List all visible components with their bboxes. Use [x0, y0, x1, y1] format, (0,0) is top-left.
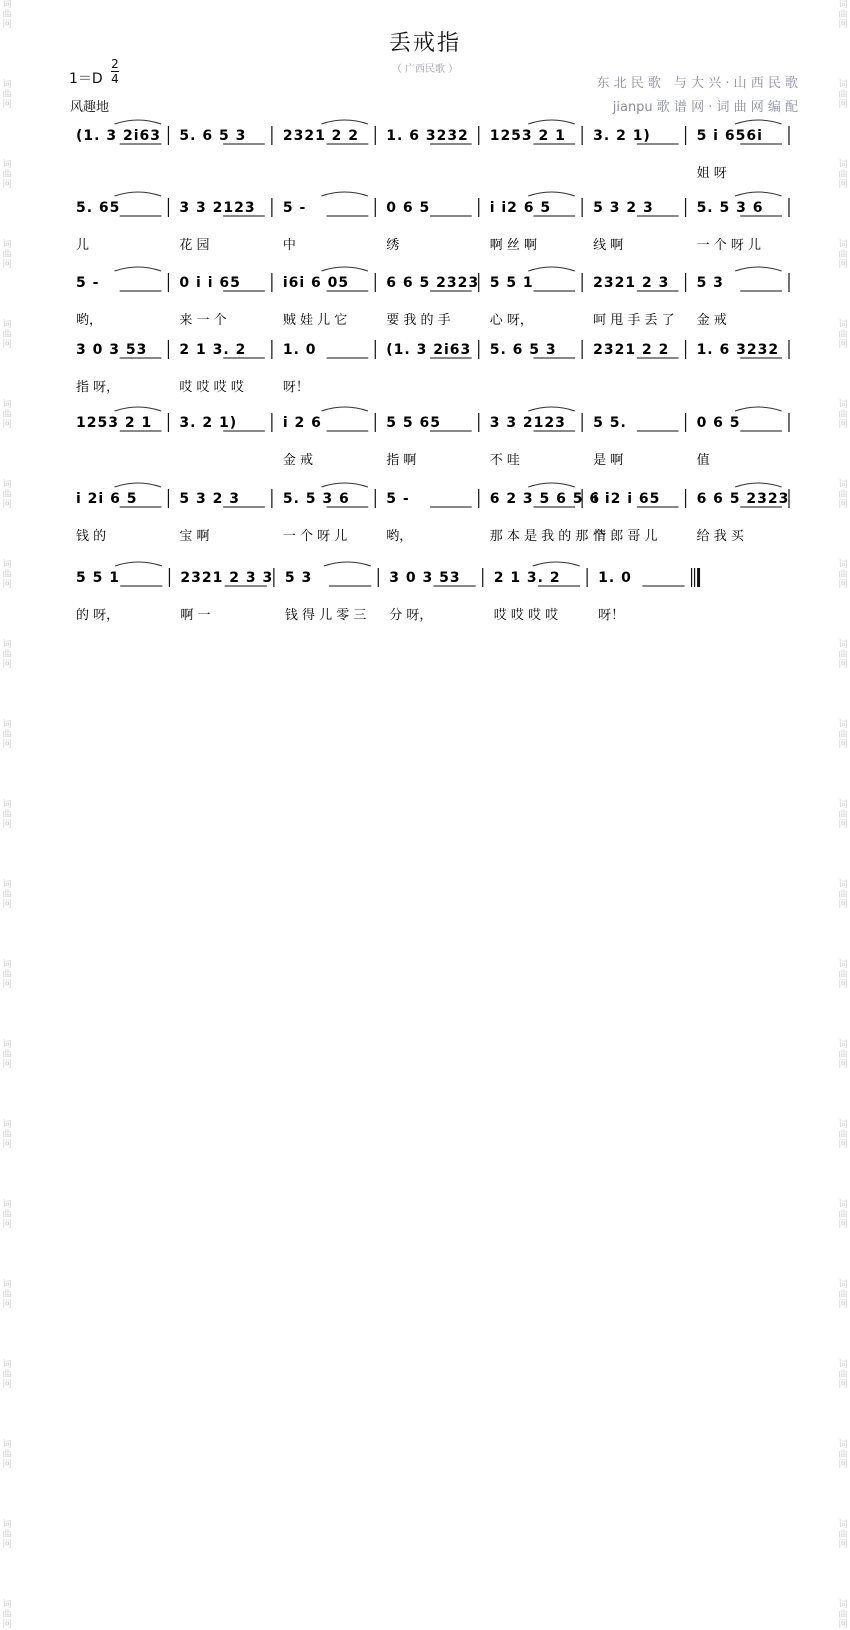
slur-mark [115, 483, 162, 487]
watermark-char: 网 [2, 580, 12, 590]
slur-mark [218, 267, 265, 271]
watermark-char: 词 [2, 400, 12, 410]
measure-notes: 1. 6 3232 [386, 128, 469, 144]
watermark-char: 词 [838, 1200, 848, 1210]
watermark-char: 词 [2, 1200, 12, 1210]
measure-notes: 6 6 5 2323 [696, 491, 790, 507]
watermark-char: 网 [838, 1300, 848, 1310]
lyric-text: 贼 娃 儿 它 [282, 313, 348, 328]
watermark-char: 网 [838, 980, 848, 990]
slur-mark [632, 192, 679, 196]
watermark-char: 曲 [838, 10, 848, 20]
song-title: 丢戒指 [388, 31, 461, 56]
lyric-text: 指 呀， [76, 380, 120, 395]
measure-notes: 5. 5 3 6 [282, 491, 350, 507]
slur-mark [632, 334, 679, 338]
watermark-char: 词 [838, 240, 848, 250]
watermark-char: 词 [838, 1520, 848, 1530]
watermark-char: 词 [838, 160, 848, 170]
score-system [66, 407, 789, 468]
watermark-char: 曲 [2, 1290, 12, 1300]
watermark-char: 曲 [2, 970, 12, 980]
watermark-char: 词 [2, 240, 12, 250]
watermark-char: 词 [2, 1280, 12, 1290]
watermark-char: 曲 [838, 970, 848, 980]
watermark-char: 曲 [838, 1050, 848, 1060]
watermark-char: 曲 [838, 330, 848, 340]
watermark-char: 网 [838, 660, 848, 670]
watermark-char: 词 [2, 80, 12, 90]
measure-notes: 5 - [386, 491, 410, 507]
slur-mark [321, 192, 368, 196]
slur-mark [735, 192, 782, 196]
lyric-text: 分 呀， [389, 608, 433, 623]
watermark-char: 词 [2, 640, 12, 650]
slur-mark [425, 120, 472, 124]
measure-notes: 5 i 656i [696, 128, 763, 144]
lyric-text: 呀！ [282, 380, 309, 395]
watermark-char: 词 [838, 1440, 848, 1450]
credit-line-1: 东 北 民 歌 与 大 兴 · 山 西 民 歌 [596, 76, 798, 91]
measure-notes: 3. 2 1) [179, 415, 238, 431]
watermark-char: 词 [2, 1440, 12, 1450]
watermark-char: 词 [838, 1120, 848, 1130]
watermark-char: 曲 [838, 1370, 848, 1380]
watermark-char: 词 [2, 320, 12, 330]
measure-notes: 2 1 3. 2 [493, 570, 561, 586]
slur-mark [115, 192, 162, 196]
watermark-char: 词 [838, 400, 848, 410]
slur-mark [632, 407, 679, 411]
watermark-char: 网 [2, 1620, 12, 1630]
watermark-char: 词 [2, 1040, 12, 1050]
watermark-char: 词 [838, 80, 848, 90]
watermark-char: 曲 [838, 1130, 848, 1140]
watermark-char: 曲 [2, 1610, 12, 1620]
slur-mark [735, 483, 782, 487]
watermark-char: 曲 [2, 90, 12, 100]
watermark-char: 词 [2, 0, 12, 10]
slur-mark [528, 120, 575, 124]
watermark-char: 网 [2, 420, 12, 430]
watermark-char: 网 [838, 340, 848, 350]
watermark-char: 词 [838, 720, 848, 730]
credit-line-2: jianpu 歌 谱 网 · 词 曲 网 编 配 [612, 100, 798, 115]
watermark-char: 曲 [838, 90, 848, 100]
measure-notes: 3 3 2123 [489, 415, 566, 431]
lyric-text: 儿 [76, 238, 90, 253]
measure-notes: i6i 6 05 [282, 275, 350, 291]
measure-notes: 6 6 5 2323 [386, 275, 480, 291]
slur-mark [528, 192, 575, 196]
lyric-text: 指 啊 [386, 453, 417, 468]
watermark-char: 词 [838, 560, 848, 570]
slur-mark [115, 562, 162, 566]
watermark-char: 词 [2, 800, 12, 810]
measure-notes: 5 5 1 [76, 570, 120, 586]
watermark-char: 曲 [2, 490, 12, 500]
watermark-char: 词 [838, 1600, 848, 1610]
measure-notes: i 2i 6 5 [76, 491, 138, 507]
score-system [66, 483, 789, 544]
watermark-char: 曲 [838, 1610, 848, 1620]
watermark-char: 网 [2, 340, 12, 350]
lyric-text: 呀！ [598, 608, 625, 623]
watermark-char: 曲 [2, 650, 12, 660]
key-signature: 1＝D [69, 71, 103, 87]
slur-mark [218, 192, 265, 196]
lyric-text: 哟， [76, 313, 103, 328]
slur-mark [321, 267, 368, 271]
lyric-text: 情 郎 哥 儿 [593, 529, 658, 544]
lyric-text: 哟， [386, 529, 413, 544]
slur-mark [528, 267, 575, 271]
watermark-char: 词 [838, 1040, 848, 1050]
watermark-char: 曲 [2, 10, 12, 20]
watermark-char: 网 [2, 20, 12, 30]
watermark-char: 词 [838, 480, 848, 490]
slur-mark [632, 267, 679, 271]
watermark-char: 曲 [2, 1450, 12, 1460]
watermark-char: 网 [2, 900, 12, 910]
measure-notes: 1253 2 1 [76, 415, 153, 431]
watermark-char: 曲 [2, 1210, 12, 1220]
slur-mark [528, 334, 575, 338]
measure-notes: (1. 3 2i63 [76, 128, 161, 144]
measure-notes: 5 3 [284, 570, 313, 586]
watermark-char: 网 [838, 100, 848, 110]
slur-mark [425, 407, 472, 411]
watermark-char: 曲 [838, 810, 848, 820]
measure-notes: 2321 2 2 [593, 342, 670, 358]
lyric-text: 值 [696, 453, 710, 468]
watermark-char: 词 [838, 1360, 848, 1370]
watermark-char: 词 [838, 320, 848, 330]
watermark-char: 词 [838, 800, 848, 810]
measure-notes: 5 - [76, 275, 100, 291]
slur-mark [425, 483, 472, 487]
watermark-char: 网 [2, 980, 12, 990]
lyric-text: 绣 [386, 238, 400, 253]
watermark-char: 曲 [2, 810, 12, 820]
measure-notes: 5. 5 3 6 [696, 200, 764, 216]
watermark-char: 网 [2, 1140, 12, 1150]
watermark-char: 网 [838, 900, 848, 910]
watermark-char: 词 [838, 0, 848, 10]
slur-mark [115, 334, 162, 338]
slur-mark [218, 120, 265, 124]
score-system [66, 120, 789, 181]
measure-notes: 0 i i 65 [179, 275, 241, 291]
watermark-char: 网 [2, 1460, 12, 1470]
watermark-char: 网 [2, 1300, 12, 1310]
watermark-char: 网 [838, 820, 848, 830]
watermark-char: 网 [838, 1620, 848, 1630]
measure-notes: 2321 2 2 [282, 128, 360, 144]
measure-notes: 5 5. [593, 415, 627, 431]
lyric-text: 要 我 的 手 [386, 313, 451, 328]
measure-notes: 6 2 3 5 6 5 6 [489, 491, 601, 507]
measure-notes: i i2 6 5 [489, 200, 552, 216]
lyric-text: 宝 啊 [179, 529, 210, 544]
watermark-char: 曲 [2, 170, 12, 180]
score-system [66, 267, 789, 328]
watermark-char: 词 [838, 960, 848, 970]
measure-notes: i i2 i 65 [593, 491, 661, 507]
watermark-char: 词 [2, 1120, 12, 1130]
slur-mark [321, 334, 368, 338]
measure-notes: i 2 6 [282, 415, 322, 431]
slur-mark [115, 267, 162, 271]
slur-mark [425, 192, 472, 196]
slur-mark [115, 120, 162, 124]
lyric-text: 哎 哎 哎 哎 [493, 608, 559, 623]
song-subtitle: （ 广西民歌 ） [391, 64, 459, 75]
watermark-char: 网 [838, 580, 848, 590]
lyric-text: 钱 得 儿 零 三 [284, 608, 367, 623]
measure-notes: 5. 6 5 3 [179, 128, 247, 144]
measure-notes: 5. 65 [76, 200, 121, 216]
watermark-char: 网 [838, 1460, 848, 1470]
slur-mark [428, 562, 475, 566]
slur-mark [637, 562, 684, 566]
watermark-char: 曲 [2, 330, 12, 340]
lyric-text: 姐 呀 [696, 166, 727, 181]
watermark-char: 曲 [838, 1450, 848, 1460]
measure-notes: 1. 6 3232 [696, 342, 780, 358]
measure-notes: 0 6 5 [386, 200, 431, 216]
watermark-char: 曲 [2, 1370, 12, 1380]
measure-notes: 2321 2 3 [593, 275, 670, 291]
watermark-char: 网 [2, 260, 12, 270]
measure-notes: 5. 6 5 3 [489, 342, 557, 358]
lyric-text: 钱 的 [76, 529, 107, 544]
lyric-text: 心 呀， [489, 313, 533, 328]
watermark-char: 网 [838, 20, 848, 30]
slur-mark [735, 334, 782, 338]
watermark-char: 网 [838, 420, 848, 430]
watermark-char: 曲 [838, 250, 848, 260]
watermark-char: 网 [2, 1540, 12, 1550]
measure-notes: 3 0 3 53 [76, 342, 148, 358]
watermark-char: 词 [838, 640, 848, 650]
slur-mark [321, 120, 368, 124]
measure-notes: 5 - [282, 200, 307, 216]
watermark-char: 词 [2, 960, 12, 970]
slur-mark [219, 562, 266, 566]
watermark-char: 曲 [838, 170, 848, 180]
watermark-char: 曲 [2, 1130, 12, 1140]
watermark-char: 网 [838, 1140, 848, 1150]
watermark-char: 词 [2, 1360, 12, 1370]
slur-mark [533, 562, 580, 566]
lyric-text: 线 啊 [593, 238, 624, 253]
measure-notes: 1253 2 1 [489, 128, 566, 144]
watermark-char: 网 [2, 740, 12, 750]
watermark-char: 词 [2, 160, 12, 170]
watermark-char: 网 [2, 820, 12, 830]
measure-notes: 3 0 3 53 [389, 570, 461, 586]
watermark-char: 词 [2, 720, 12, 730]
measure-notes: 5 3 2 3 [593, 200, 654, 216]
slur-mark [528, 483, 575, 487]
lyric-text: 一 个 呀 儿 [282, 529, 348, 544]
watermark-char: 曲 [2, 1530, 12, 1540]
measure-notes: 1. 0 [598, 570, 632, 586]
slur-mark [115, 407, 162, 411]
watermark-char: 曲 [2, 1050, 12, 1060]
watermark-char: 网 [838, 1540, 848, 1550]
slur-mark [632, 483, 679, 487]
measure-notes: 5 3 2 3 [179, 491, 241, 507]
slur-mark [735, 267, 782, 271]
slur-mark [324, 562, 371, 566]
watermark-char: 网 [838, 1060, 848, 1070]
watermark-char: 词 [2, 560, 12, 570]
tempo-marking: 风趣地 [70, 100, 110, 115]
lyric-text: 啊 一 [180, 608, 211, 623]
slur-mark [321, 483, 368, 487]
watermark-char: 曲 [838, 1210, 848, 1220]
watermark-char: 网 [838, 1380, 848, 1390]
score-system [66, 334, 789, 395]
lyric-text: 是 啊 [593, 453, 624, 468]
watermark-char: 网 [838, 500, 848, 510]
lyric-text: 花 园 [179, 238, 210, 253]
measure-notes: 5 5 65 [386, 415, 442, 431]
watermark-char: 曲 [838, 1530, 848, 1540]
watermark-char: 曲 [838, 650, 848, 660]
watermark-char: 曲 [838, 890, 848, 900]
jianpu-score [0, 0, 850, 655]
lyric-text: 的 呀， [76, 608, 120, 623]
watermark-char: 词 [838, 1280, 848, 1290]
watermark-char: 词 [2, 880, 12, 890]
watermark-char: 曲 [2, 890, 12, 900]
slur-mark [218, 334, 265, 338]
watermark-char: 网 [2, 1060, 12, 1070]
watermark-char: 曲 [2, 250, 12, 260]
measure-notes: 2321 2 3 3 [180, 570, 274, 586]
lyric-text: 给 我 买 [696, 529, 744, 544]
lyric-text: 金 戒 [696, 313, 727, 328]
slur-mark [425, 267, 472, 271]
watermark-char: 网 [2, 500, 12, 510]
watermark-char: 网 [838, 260, 848, 270]
watermark-char: 网 [2, 1220, 12, 1230]
watermark-char: 网 [2, 180, 12, 190]
lyric-text: 啊 丝 啊 [489, 238, 537, 253]
meter-bottom: 4 [111, 72, 119, 86]
watermark-char: 曲 [2, 730, 12, 740]
lyric-text: 呵 甩 手 丢 了 [593, 313, 675, 328]
watermark-char: 曲 [2, 570, 12, 580]
watermark-char: 曲 [2, 410, 12, 420]
watermark-char: 词 [2, 1600, 12, 1610]
measure-notes: 1. 0 [282, 342, 317, 358]
score-system [66, 562, 699, 623]
lyric-text: 那 本 是 我 的 那 个 [489, 529, 606, 544]
watermark-char: 网 [838, 1220, 848, 1230]
measure-notes: 0 6 5 [696, 415, 741, 431]
slur-mark [218, 407, 265, 411]
slur-mark [632, 120, 679, 124]
watermark-char: 词 [838, 880, 848, 890]
slur-mark [425, 334, 472, 338]
measure-notes: (1. 3 2i63 [386, 342, 472, 358]
measure-notes: 2 1 3. 2 [179, 342, 247, 358]
measure-notes: 3. 2 1) [593, 128, 651, 144]
watermark-char: 网 [2, 660, 12, 670]
watermark-char: 曲 [838, 1290, 848, 1300]
measure-notes: 3 3 2123 [179, 200, 256, 216]
slur-mark [528, 407, 575, 411]
watermark-char: 曲 [838, 490, 848, 500]
watermark-char: 词 [2, 1520, 12, 1530]
slur-mark [735, 120, 782, 124]
lyric-text: 哎 哎 哎 哎 [179, 380, 244, 395]
score-system [66, 192, 789, 253]
lyric-text: 一 个 呀 儿 [696, 238, 761, 253]
lyric-text: 金 戒 [282, 453, 313, 468]
lyric-text: 中 [282, 238, 296, 253]
watermark-char: 词 [2, 480, 12, 490]
slur-mark [321, 407, 368, 411]
lyric-text: 不 哇 [489, 453, 520, 468]
watermark-char: 网 [838, 740, 848, 750]
watermark-char: 网 [2, 100, 12, 110]
measure-notes: 5 5 1 [489, 275, 534, 291]
watermark-char: 曲 [838, 570, 848, 580]
watermark-char: 曲 [838, 410, 848, 420]
measure-notes: 5 3 [696, 275, 724, 291]
lyric-text: 来 一 个 [179, 313, 227, 328]
meter-top: 2 [111, 57, 119, 71]
watermark-char: 网 [2, 1380, 12, 1390]
slur-mark [218, 483, 265, 487]
watermark-char: 网 [838, 180, 848, 190]
slur-mark [735, 407, 782, 411]
watermark-char: 曲 [838, 730, 848, 740]
